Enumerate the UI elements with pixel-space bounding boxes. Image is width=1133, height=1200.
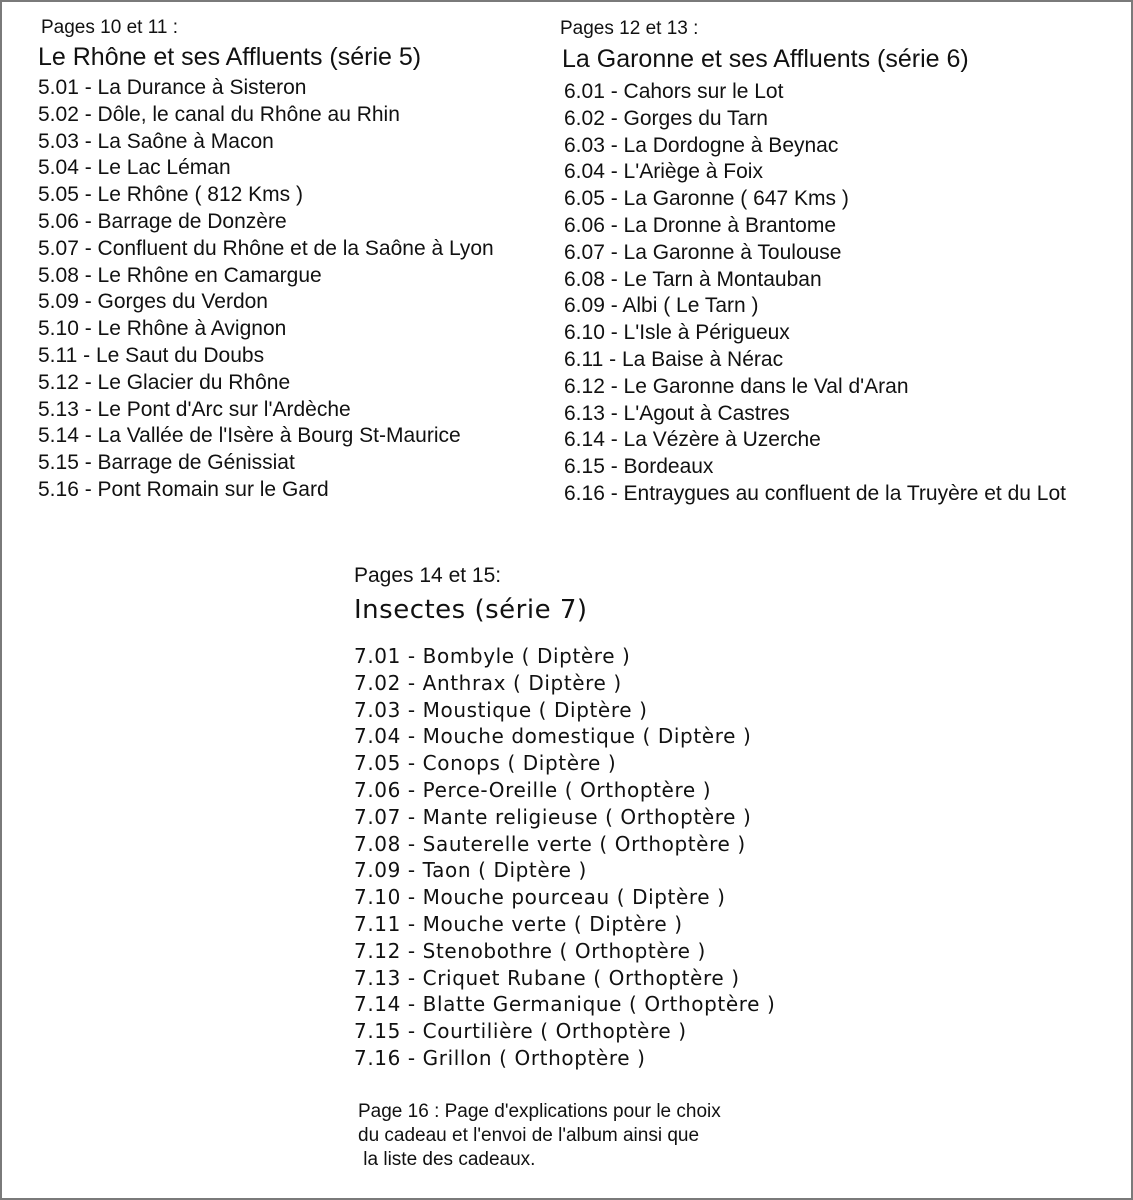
list-item: 6.14 - La Vézère à Uzerche	[564, 428, 821, 452]
item-list	[38, 75, 494, 504]
series-5-section	[38, 17, 494, 504]
list-item: 6.05 - La Garonne ( 647 Kms )	[564, 187, 849, 211]
list-item: 7.02 - Anthrax ( Diptère )	[354, 670, 622, 695]
pages-label: Pages 10 et 11 :	[41, 17, 178, 38]
list-item: 6.13 - L'Agout à Castres	[564, 401, 790, 425]
list-item: 6.09 - Albi ( Le Tarn )	[564, 294, 759, 318]
list-item: 7.08 - Sauterelle verte ( Orthoptère )	[354, 831, 746, 856]
list-item: 7.10 - Mouche pourceau ( Diptère )	[354, 885, 726, 910]
list-item: 6.06 - La Dronne à Brantome	[564, 213, 836, 237]
note-line: du cadeau et l'envoi de l'album ainsi que	[358, 1125, 700, 1146]
list-item: 7.13 - Criquet Rubane ( Orthoptère )	[354, 965, 740, 990]
page-16-note	[358, 1100, 721, 1172]
list-item: 6.12 - Le Garonne dans le Val d'Aran	[564, 374, 909, 398]
list-item: 7.15 - Courtilière ( Orthoptère )	[354, 1019, 687, 1044]
list-item: 7.09 - Taon ( Diptère )	[354, 858, 587, 883]
series-title: Le Rhône et ses Affluents (série 5)	[38, 43, 422, 71]
note-line: la liste des cadeaux.	[358, 1149, 536, 1170]
list-item: 7.07 - Mante religieuse ( Orthoptère )	[354, 804, 752, 829]
list-item: 5.03 - La Saône à Macon	[38, 129, 274, 153]
list-item: 6.03 - La Dordogne à Beynac	[564, 133, 839, 157]
list-item: 6.02 - Gorges du Tarn	[564, 106, 768, 130]
list-item: 5.10 - Le Rhône à Avignon	[38, 317, 287, 341]
list-item: 5.01 - La Durance à Sisteron	[38, 76, 307, 99]
list-item: 7.16 - Grillon ( Orthoptère )	[354, 1045, 646, 1070]
series-6-section	[560, 18, 1066, 508]
item-list	[564, 79, 1066, 508]
list-item: 5.16 - Pont Romain sur le Gard	[38, 477, 329, 501]
series-title: Insectes (série 7)	[354, 595, 588, 625]
list-item: 6.07 - La Garonne à Toulouse	[564, 240, 842, 264]
list-item: 5.07 - Confluent du Rhône et de la Saône à Lyon	[38, 236, 494, 260]
list-item: 7.01 - Bombyle ( Diptère )	[354, 644, 631, 668]
item-list	[354, 643, 775, 1072]
list-item: 6.08 - Le Tarn à Montauban	[564, 267, 822, 291]
list-item: 5.04 - Le Lac Léman	[38, 156, 231, 180]
series-title: La Garonne et ses Affluents (série 6)	[562, 45, 969, 73]
list-item: 5.09 - Gorges du Verdon	[38, 290, 268, 314]
list-item: 5.02 - Dôle, le canal du Rhône au Rhin	[38, 102, 400, 126]
pages-label: Pages 14 et 15:	[354, 564, 502, 587]
list-item: 5.11 - Le Saut du Doubs	[38, 343, 265, 367]
list-item: 5.15 - Barrage de Génissiat	[38, 451, 295, 475]
list-item: 6.16 - Entraygues au confluent de la Truyère et du Lot	[564, 481, 1066, 505]
list-item: 7.14 - Blatte Germanique ( Orthoptère )	[354, 992, 776, 1017]
list-item: 6.10 - L'Isle à Périgueux	[564, 321, 790, 345]
list-item: 5.08 - Le Rhône en Camargue	[38, 263, 322, 287]
list-item: 7.03 - Moustique ( Diptère )	[354, 697, 648, 722]
list-item: 6.11 - La Baise à Nérac	[564, 347, 784, 371]
list-item: 7.12 - Stenobothre ( Orthoptère )	[354, 938, 706, 963]
list-item: 6.15 - Bordeaux	[564, 455, 714, 479]
list-item: 5.06 - Barrage de Donzère	[38, 209, 287, 233]
list-item: 5.12 - Le Glacier du Rhône	[38, 370, 291, 394]
list-item: 6.01 - Cahors sur le Lot	[564, 80, 784, 103]
series-7-section	[354, 564, 775, 1072]
list-item: 5.13 - Le Pont d'Arc sur l'Ardèche	[38, 397, 351, 421]
note-line: Page 16 : Page d'explications pour le choix	[358, 1101, 721, 1122]
list-item: 7.11 - Mouche verte ( Diptère )	[354, 911, 683, 936]
list-item: 5.05 - Le Rhône ( 812 Kms )	[38, 183, 303, 207]
list-item: 7.04 - Mouche domestique ( Diptère )	[354, 724, 752, 749]
list-item: 7.05 - Conops ( Diptère )	[354, 751, 617, 776]
list-item: 5.14 - La Vallée de l'Isère à Bourg St-Maurice	[38, 424, 461, 448]
list-item: 6.04 - L'Ariège à Foix	[564, 160, 763, 184]
pages-label: Pages 12 et 13 :	[560, 18, 699, 39]
list-item: 7.06 - Perce-Oreille ( Orthoptère )	[354, 777, 712, 802]
